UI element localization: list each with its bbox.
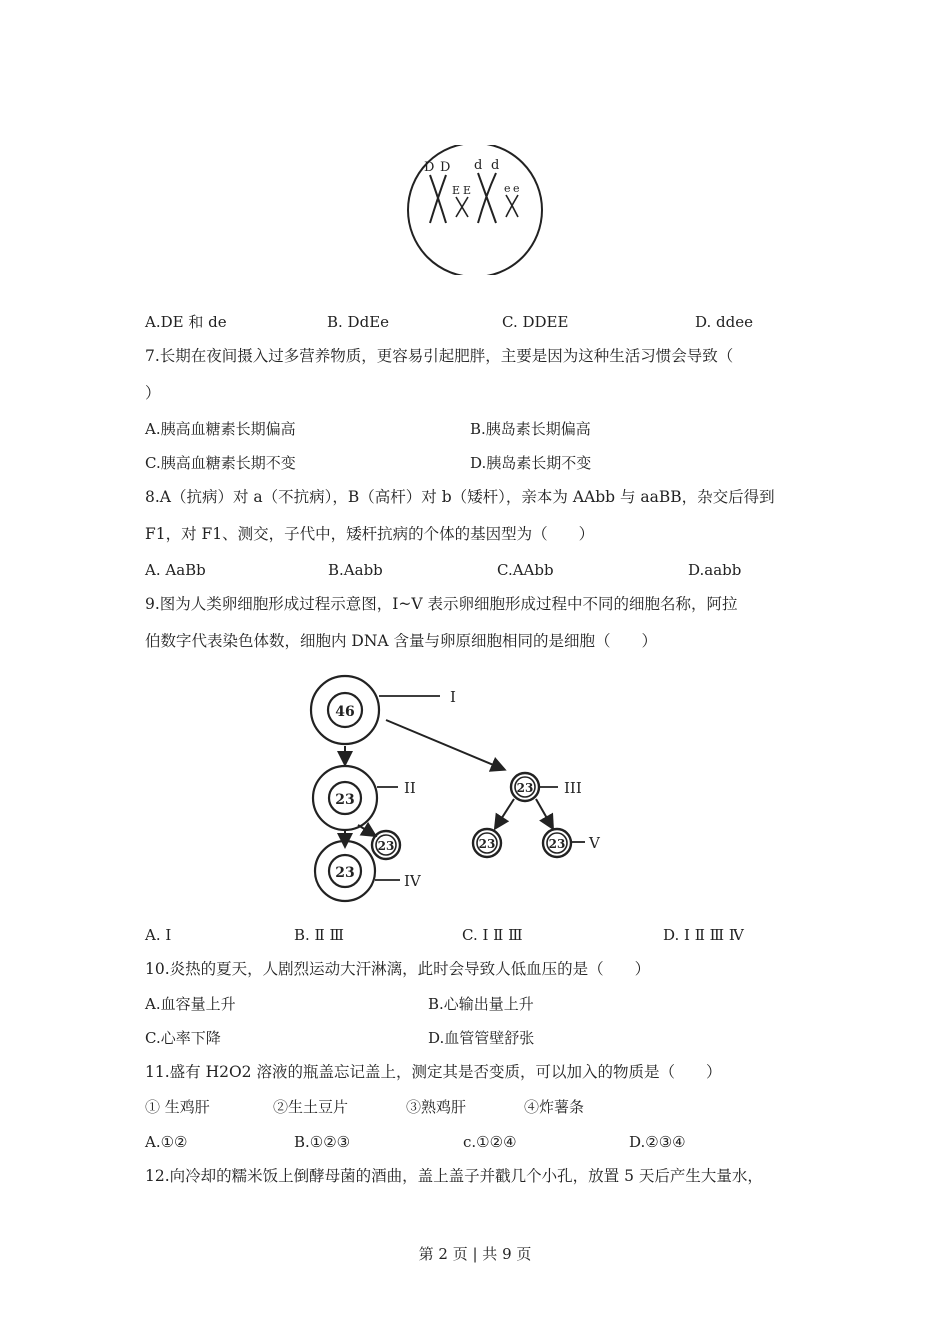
cell-III: [511, 773, 539, 801]
q10-option-b[interactable]: B.心输出量上升: [428, 995, 534, 1013]
q11-stem: 11.盛有 H2O2 溶液的瓶盖忘记盖上，测定其是否变质，可以加入的物质是（ ）: [145, 1063, 722, 1081]
svg-text:23: 23: [516, 781, 534, 795]
q8-option-d[interactable]: D.aabb: [688, 561, 742, 579]
q7-option-c[interactable]: C.胰高血糖素长期不变: [145, 454, 296, 472]
q6-option-a[interactable]: A.DE 和 de: [145, 313, 227, 331]
chromosome-EE: [456, 197, 468, 217]
oogenesis-figure: [300, 672, 620, 904]
q11-item-3: ③熟鸡肝: [406, 1098, 467, 1116]
label-D1: D: [424, 160, 435, 175]
q6-option-c[interactable]: C. DDEE: [502, 313, 569, 331]
q11-item-4: ④炸薯条: [524, 1098, 585, 1116]
q7-option-a[interactable]: A.胰高血糖素长期偏高: [145, 420, 296, 438]
q10-option-a[interactable]: A.血容量上升: [145, 995, 236, 1013]
q8-stem-line1: 8.A（抗病）对 a（不抗病），B（高杆）对 b（矮杆），亲本为 AAbb 与 aaBB，杂交后得到: [145, 488, 775, 506]
q8-option-a[interactable]: A. AaBb: [145, 561, 206, 579]
q10-stem: 10.炎热的夏天，人剧烈运动大汗淋漓，此时会导致人低血压的是（ ）: [145, 960, 651, 978]
q8-stem-line2: F1，对 F1、测交，子代中，矮杆抗病的个体的基因型为（ ）: [145, 525, 595, 543]
page-footer: 第 2 页 | 共 9 页: [418, 1245, 532, 1263]
label-E1: E: [452, 184, 461, 197]
svg-text:23: 23: [478, 837, 496, 851]
q7-option-d[interactable]: D.胰岛素长期不变: [470, 454, 592, 472]
q10-option-c[interactable]: C.心率下降: [145, 1029, 221, 1047]
q9-stem-line1: 9.图为人类卵细胞形成过程示意图，Ⅰ~Ⅴ 表示卵细胞形成过程中不同的细胞名称，阿拉: [145, 595, 738, 613]
label-D2: D: [440, 160, 451, 175]
label-III: III: [564, 779, 582, 797]
chromosome-dd: [478, 173, 496, 223]
q9-option-a[interactable]: A. Ⅰ: [145, 926, 172, 944]
q6-option-b[interactable]: B. DdEe: [327, 313, 390, 331]
q11-option-d[interactable]: D.②③④: [629, 1133, 686, 1151]
q9-option-b[interactable]: B. Ⅱ Ⅲ: [294, 926, 344, 944]
q7-option-b[interactable]: B.胰岛素长期偏高: [470, 420, 591, 438]
svg-text:46: 46: [335, 704, 355, 720]
cell-I: [311, 676, 379, 744]
label-V: V: [589, 834, 600, 852]
label-I: I: [450, 688, 456, 706]
polar-body-3: [473, 829, 501, 857]
q12-stem-line1: 12.向冷却的糯米饭上倒酵母菌的酒曲，盖上盖子并戳几个小孔，放置 5 天后产生大量水，: [145, 1167, 763, 1185]
q6-option-d[interactable]: D. ddee: [695, 313, 753, 331]
q7-stem-line2: ）: [145, 384, 161, 402]
q11-option-c[interactable]: c.①②④: [463, 1133, 517, 1151]
q11-item-2: ②生土豆片: [273, 1098, 349, 1116]
q11-option-b[interactable]: B.①②③: [294, 1133, 351, 1151]
label-II: II: [404, 779, 416, 797]
q10-option-d[interactable]: D.血管管壁舒张: [428, 1029, 535, 1047]
q9-option-d[interactable]: D. Ⅰ Ⅱ Ⅲ Ⅳ: [663, 926, 744, 944]
svg-text:23: 23: [377, 839, 395, 853]
chromosome-ee: [506, 195, 518, 217]
cell-V: [543, 829, 571, 857]
chromosome-figure: [400, 145, 550, 275]
cell-II: [313, 766, 377, 830]
label-e1: e: [504, 182, 511, 195]
label-IV: IV: [404, 872, 421, 890]
q9-stem-line2: 伯数字代表染色体数，细胞内 DNA 含量与卵原细胞相同的是细胞（ ）: [145, 632, 658, 650]
polar-body-2: [372, 831, 400, 859]
svg-text:23: 23: [335, 865, 355, 881]
q11-item-1: ① 生鸡肝: [145, 1098, 210, 1116]
label-E2: E: [463, 184, 472, 197]
q8-option-b[interactable]: B.Aabb: [328, 561, 383, 579]
q8-option-c[interactable]: C.AAbb: [497, 561, 554, 579]
q7-stem-line1: 7.长期在夜间摄入过多营养物质，更容易引起肥胖，主要是因为这种生活习惯会导致（: [145, 347, 734, 365]
svg-text:23: 23: [548, 837, 566, 851]
label-e2: e: [513, 182, 520, 195]
chromosome-DD: [430, 175, 446, 223]
cell-IV: [315, 841, 375, 901]
svg-text:23: 23: [335, 792, 355, 808]
label-d2: d: [491, 158, 500, 173]
q11-option-a[interactable]: A.①②: [145, 1133, 188, 1151]
label-d1: d: [474, 158, 483, 173]
q9-option-c[interactable]: C. Ⅰ Ⅱ Ⅲ: [462, 926, 523, 944]
